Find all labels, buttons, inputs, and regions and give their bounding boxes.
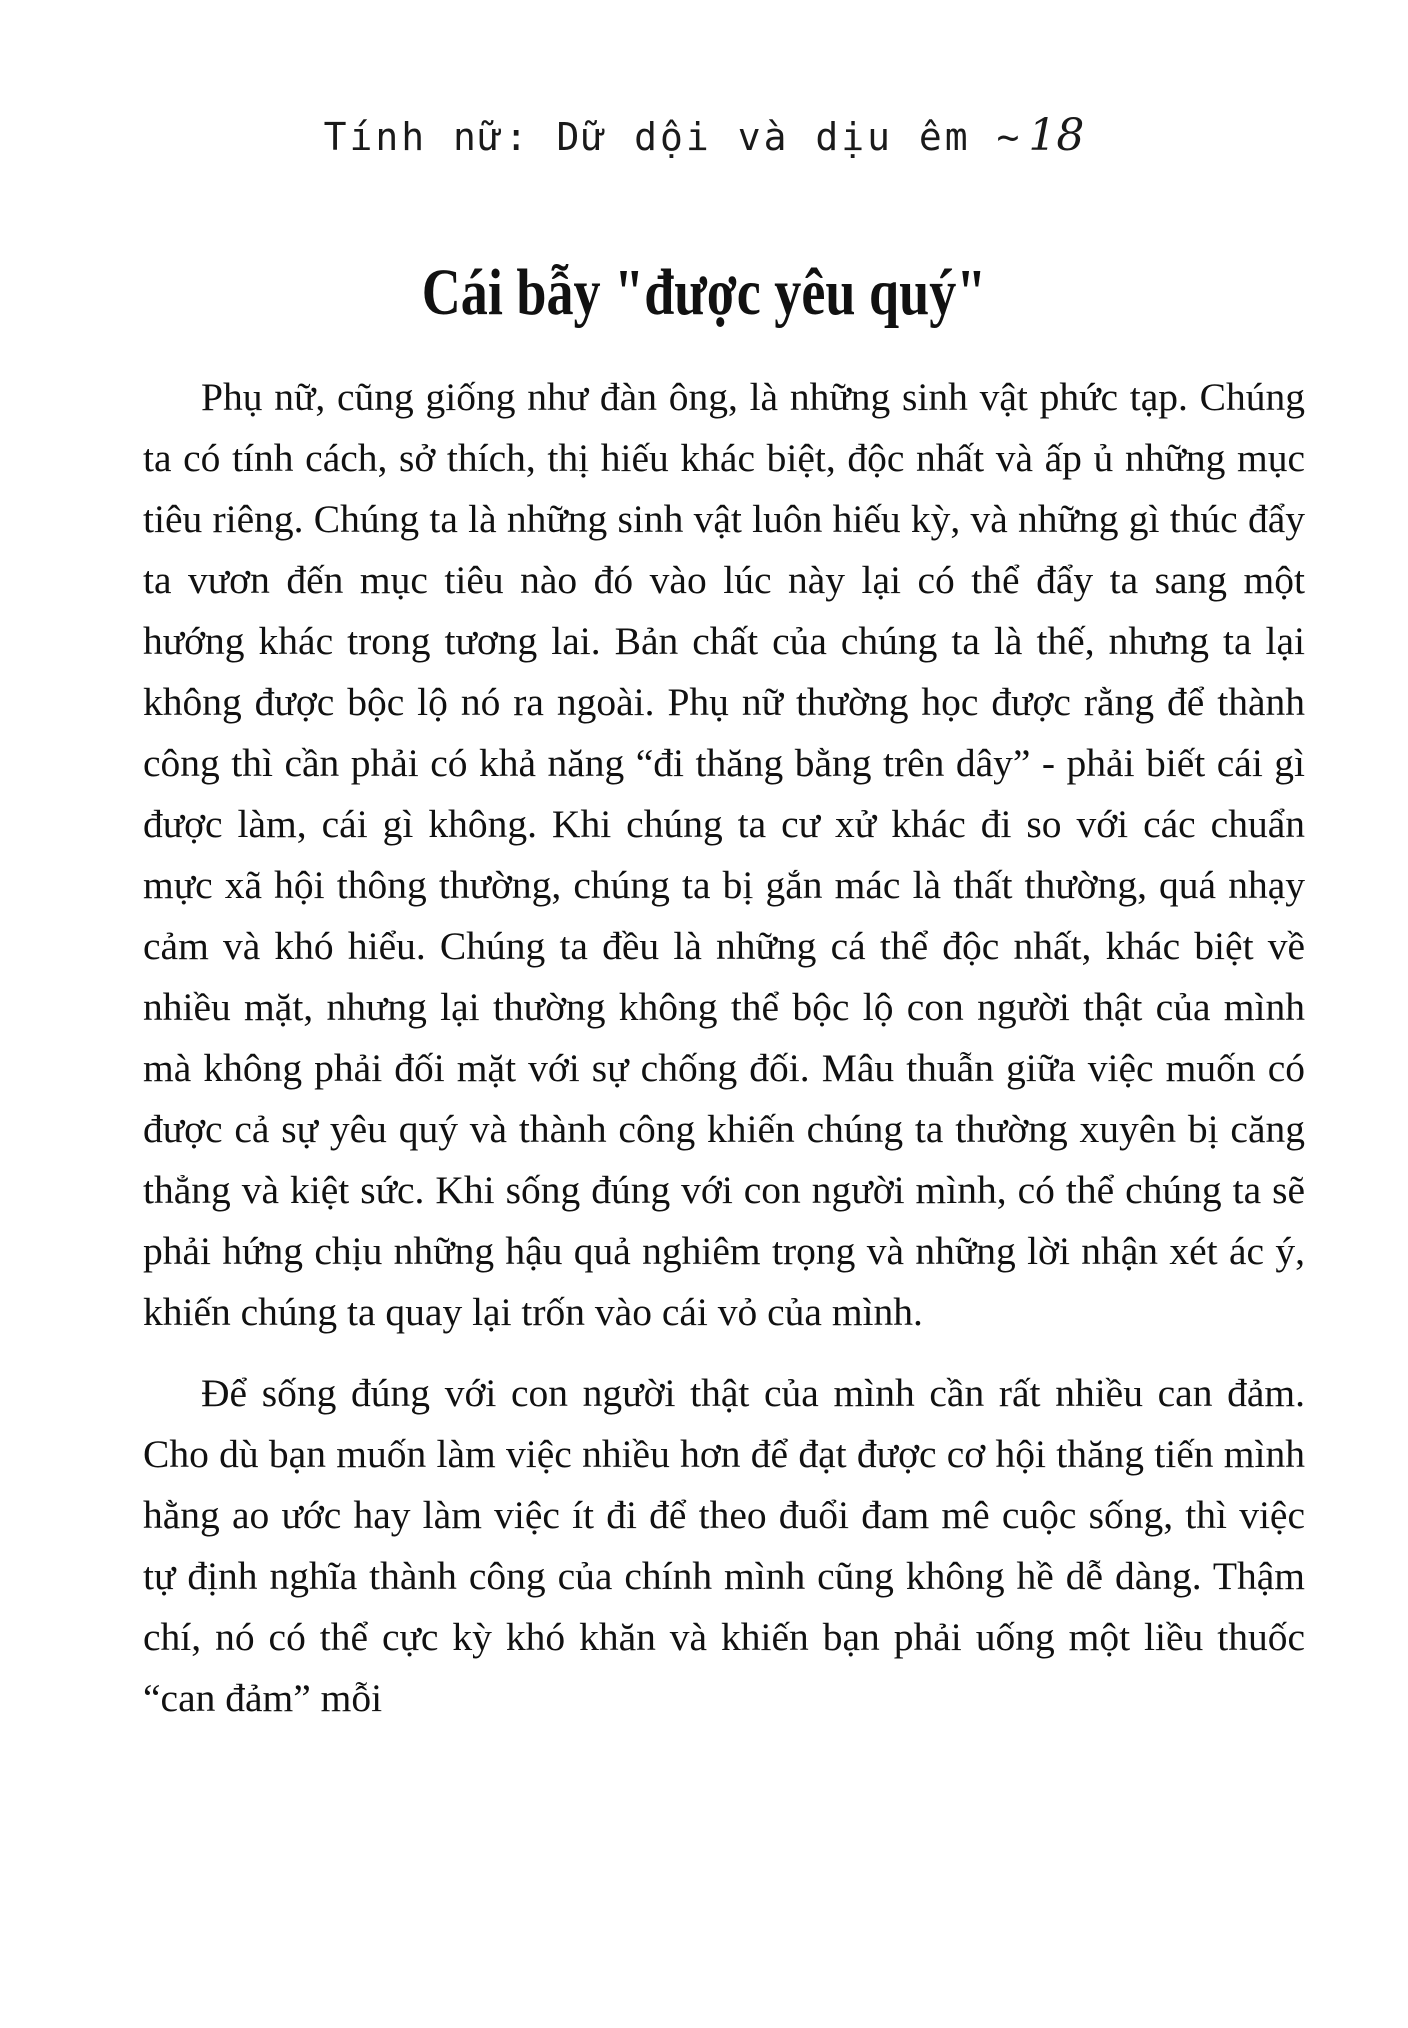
paragraph: Để sống đúng với con người thật của mình cần rất nhiều can đảm. Cho dù bạn muốn làm việc nhiều hơn để đạt được cơ hội thăng tiến mình hằng ao ước hay làm việc ít đi để theo đuổi đam mê cuộc sống, thì việc tự định nghĩa thành công của chính mình cũng không hề dễ dàng. Thậm chí, nó có thể cực kỳ khó khăn và khiến bạn phải uống một liều thuốc “can đảm” mỗi bbox=[143, 1371, 1305, 1720]
running-header bbox=[0, 110, 1408, 161]
body-text bbox=[143, 367, 1305, 1729]
running-title: Tính nữ: Dữ dội và dịu êm ~ bbox=[323, 115, 1023, 159]
page-number: 18 bbox=[1028, 110, 1085, 161]
paragraph: Phụ nữ, cũng giống như đàn ông, là những sinh vật phức tạp. Chúng ta có tính cách, sở thích, thị hiếu khác biệt, độc nhất và ấp ủ những mục tiêu riêng. Chúng ta là những sinh vật luôn hiếu kỳ, và những gì thúc đẩy ta vươn đến mục tiêu nào đó vào lúc này lại có thể đẩy ta sang một hướng khác trong tương lai. Bản chất của chúng ta là thế, nhưng ta lại không được bộc lộ nó ra ngoài. Phụ nữ thường học được rằng để thành công thì cần phải có khả năng “đi thăng bằng trên dây” - phải biết cái gì được làm, cái gì không. Khi chúng ta cư xử khác đi so với các chuẩn mực xã hội thông thường, chúng ta bị gắn mác là thất thường, quá nhạy cảm và khó hiểu. Chúng ta đều là những cá thể độc nhất, khác biệt về nhiều mặt, nhưng lại thường không thể bộc lộ con người thật của mình mà không phải đối mặt với sự chống đối. Mâu thuẫn giữa việc muốn có được cả sự yêu quý và thành công khiến chúng ta thường xuyên bị căng thẳng và kiệt sức. Khi sống đúng với con người mình, có thể chúng ta sẽ phải hứng chịu những hậu quả nghiêm trọng và những lời nhận xét ác ý, khiến chúng ta quay lại trốn vào cái vỏ của mình. bbox=[143, 375, 1305, 1334]
chapter-title: Cái bẫy "được yêu quý" bbox=[421, 256, 987, 329]
